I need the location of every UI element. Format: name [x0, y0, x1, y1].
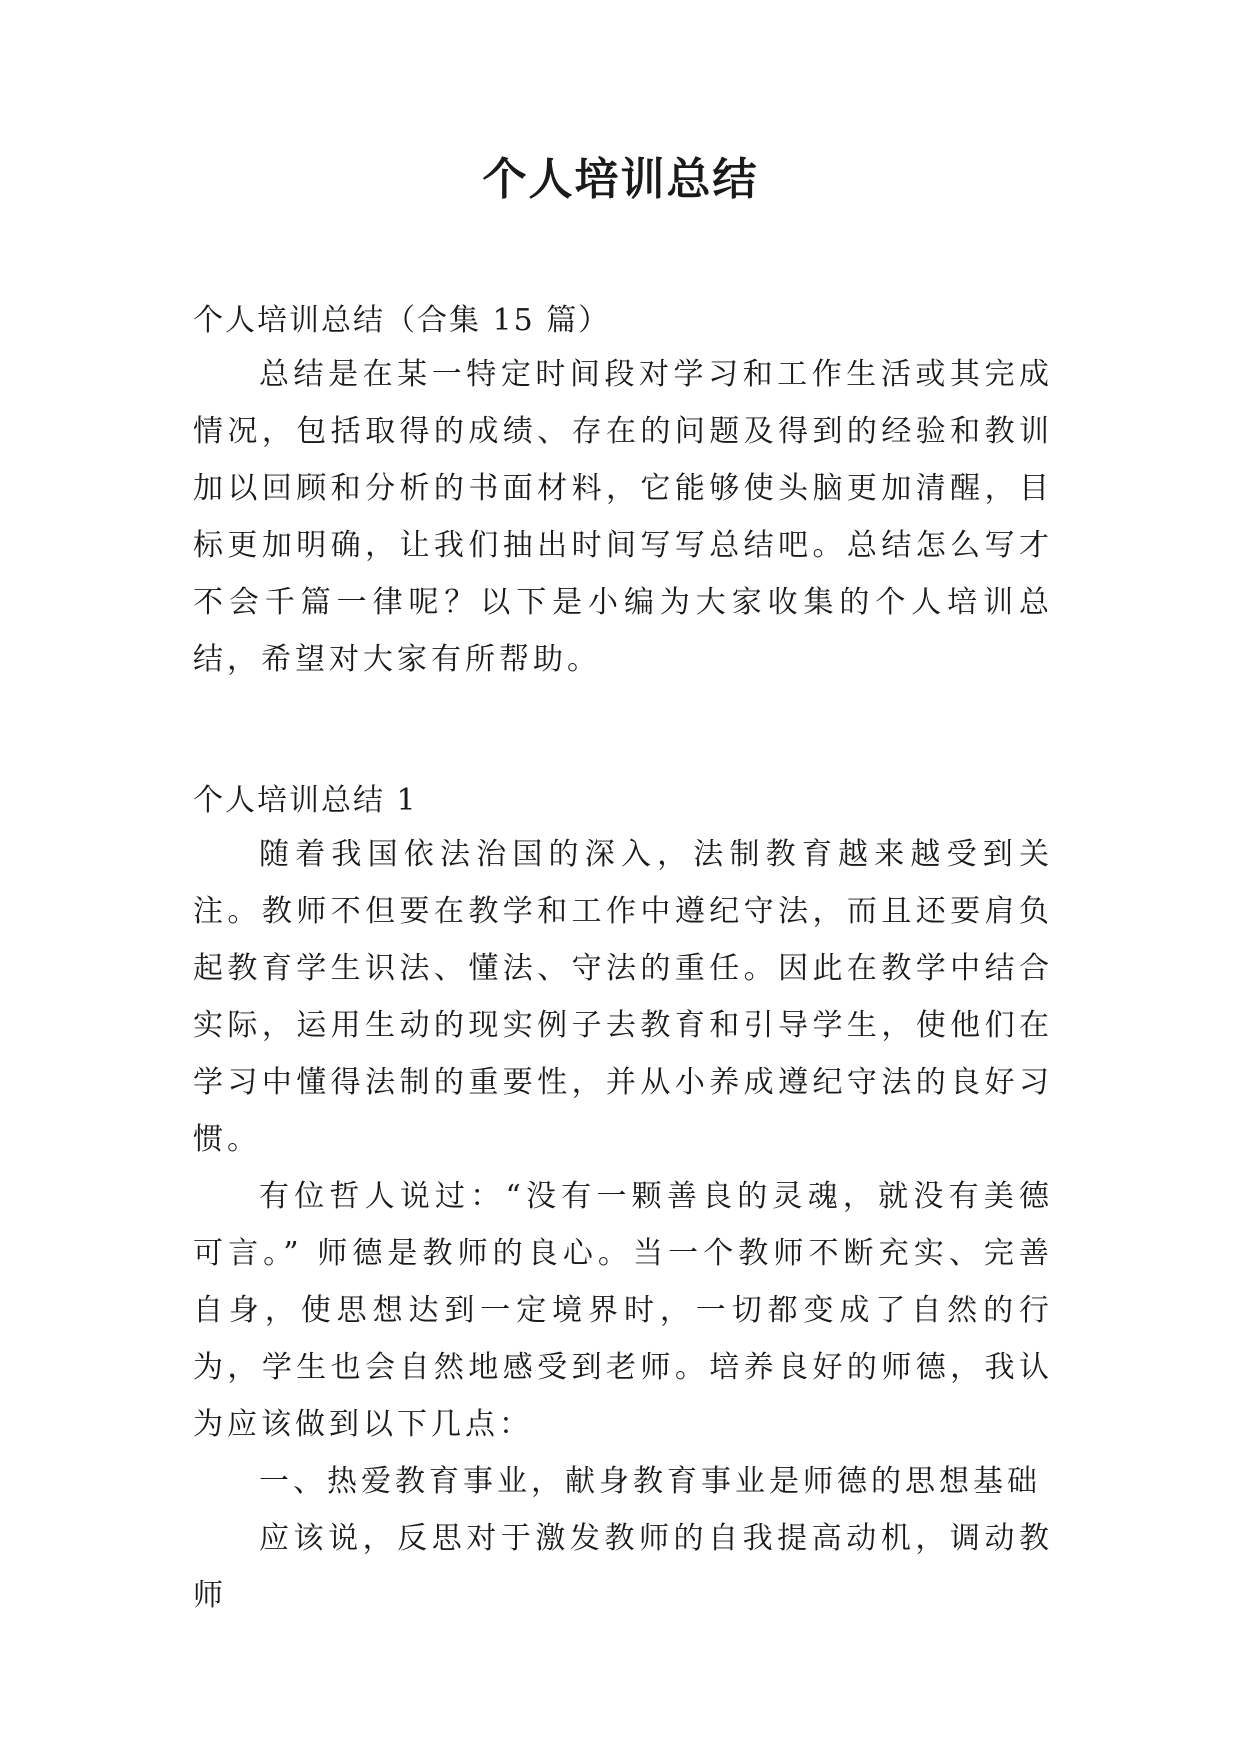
- subheading-paragraph: 一、热爱教育事业，献身教育事业是师德的思想基础: [259, 1464, 1041, 1499]
- body-paragraph: 有位哲人说过：“没有一颗善良的灵魂，就没有美德可言。” 师德是教师的良心。当一个教师不断充实、完善自身，使思想达到一定境界时，一切都变成了自然的行为，学生也会自然地感受到老师。培养良好的师德，我认为应该做到以下几点：: [193, 1179, 1053, 1442]
- section-body: [193, 826, 1053, 1624]
- section-heading: 个人培训总结 1: [193, 783, 418, 818]
- document-title: 个人培训总结: [482, 154, 759, 205]
- intro-section: [193, 346, 1053, 688]
- body-paragraph: 随着我国依法治国的深入，法制教育越来越受到关注。教师不但要在教学和工作中遵纪守法，而且还要肩负起教育学生识法、懂法、守法的重任。因此在教学中结合实际，运用生动的现实例子去教育和引导学生，使他们在学习中懂得法制的重要性，并从小养成遵纪守法的良好习惯。: [193, 837, 1053, 1157]
- intro-paragraph: 总结是在某一特定时间段对学习和工作生活或其完成情况，包括取得的成绩、存在的问题及得到的经验和教训加以回顾和分析的书面材料，它能够使头脑更加清醒，目标更加明确，让我们抽出时间写写总结吧。总结怎么写才不会千篇一律呢？以下是小编为大家收集的个人培训总结，希望对大家有所帮助。: [193, 357, 1053, 677]
- document-subtitle: 个人培训总结（合集 15 篇）: [193, 303, 611, 338]
- body-paragraph: 应该说，反思对于激发教师的自我提高动机，调动教师: [193, 1521, 1053, 1613]
